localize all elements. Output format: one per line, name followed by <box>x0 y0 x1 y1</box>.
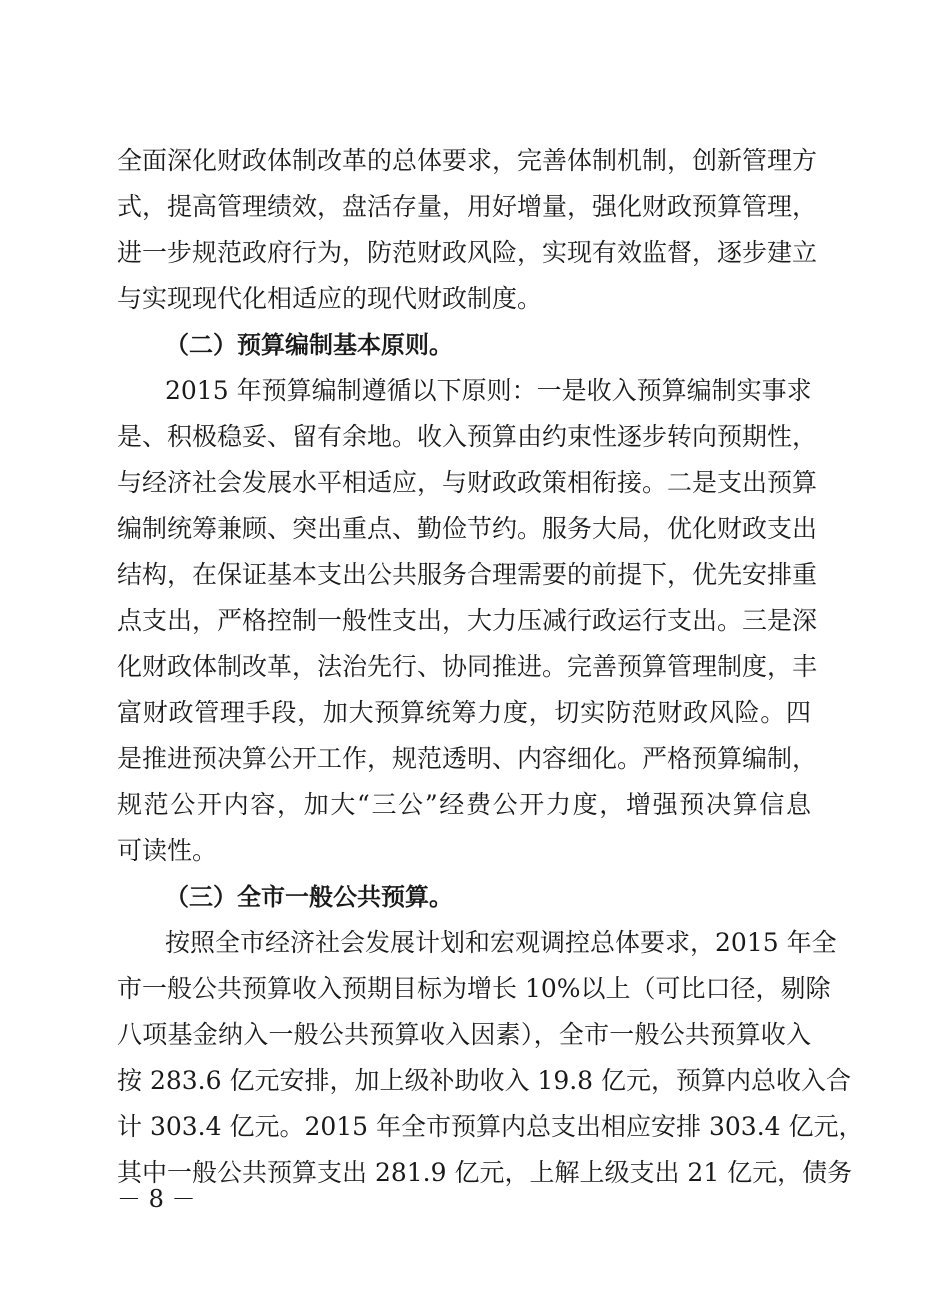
paragraph-1-line-3: 进一步规范政府行为，防范财政风险，实现有效监督，逐步建立 <box>117 238 818 267</box>
paragraph-2-line-11: 可读性。 <box>117 836 218 865</box>
paragraph-3-line-5: 计 303.4 亿元。2015 年全市预算内总支出相应安排 303.4 亿元， <box>117 1112 864 1141</box>
paragraph-1-line-4: 与实现现代化相适应的现代财政制度。 <box>117 284 543 313</box>
section-heading-budget-principles: （二）预算编制基本原则。 <box>165 331 453 359</box>
paragraph-3-line-4: 按 283.6 亿元安排，加上级补助收入 19.8 亿元，预算内总收入合 <box>117 1066 852 1095</box>
paragraph-3-line-3: 八项基金纳入一般公共预算收入因素），全市一般公共预算收入 <box>117 1020 811 1049</box>
paragraph-3-line-1: 按照全市经济社会发展计划和宏观调控总体要求，2015 年全 <box>165 928 837 957</box>
paragraph-2-line-2: 是、积极稳妥、留有余地。收入预算由约束性逐步转向预期性， <box>117 422 818 451</box>
section-heading-general-public-budget: （三）全市一般公共预算。 <box>165 883 453 911</box>
paragraph-2-line-3: 与经济社会发展水平相适应，与财政政策相衔接。二是支出预算 <box>117 468 818 497</box>
paragraph-2-line-6: 点支出，严格控制一般性支出，大力压减行政运行支出。三是深 <box>117 606 818 635</box>
paragraph-1-line-1: 全面深化财政体制改革的总体要求，完善体制机制，创新管理方 <box>117 146 818 175</box>
paragraph-3-line-6: 其中一般公共预算支出 281.9 亿元，上解上级支出 21 亿元，债务 <box>117 1158 853 1187</box>
paragraph-1-line-2: 式，提高管理绩效，盘活存量，用好增量，强化财政预算管理， <box>117 192 818 221</box>
paragraph-3-line-2: 市一般公共预算收入预期目标为增长 10%以上（可比口径，剔除 <box>117 974 831 1003</box>
paragraph-2-line-4: 编制统筹兼顾、突出重点、勤俭节约。服务大局，优化财政支出 <box>117 514 818 543</box>
paragraph-2-line-10: 规范公开内容，加大“三公”经费公开力度，增强预决算信息 <box>117 790 811 819</box>
paragraph-2-line-1: 2015 年预算编制遵循以下原则：一是收入预算编制实事求 <box>165 376 812 405</box>
page-number: － 8 － <box>117 1185 196 1213</box>
paragraph-2-line-7: 化财政体制改革，法治先行、协同推进。完善预算管理制度，丰 <box>117 652 818 681</box>
paragraph-2-line-8: 富财政管理手段，加大预算统筹力度，切实防范财政风险。四 <box>117 698 811 727</box>
paragraph-2-line-9: 是推进预决算公开工作，规范透明、内容细化。严格预算编制， <box>117 744 818 773</box>
paragraph-2-line-5: 结构，在保证基本支出公共服务合理需要的前提下，优先安排重 <box>117 560 818 589</box>
